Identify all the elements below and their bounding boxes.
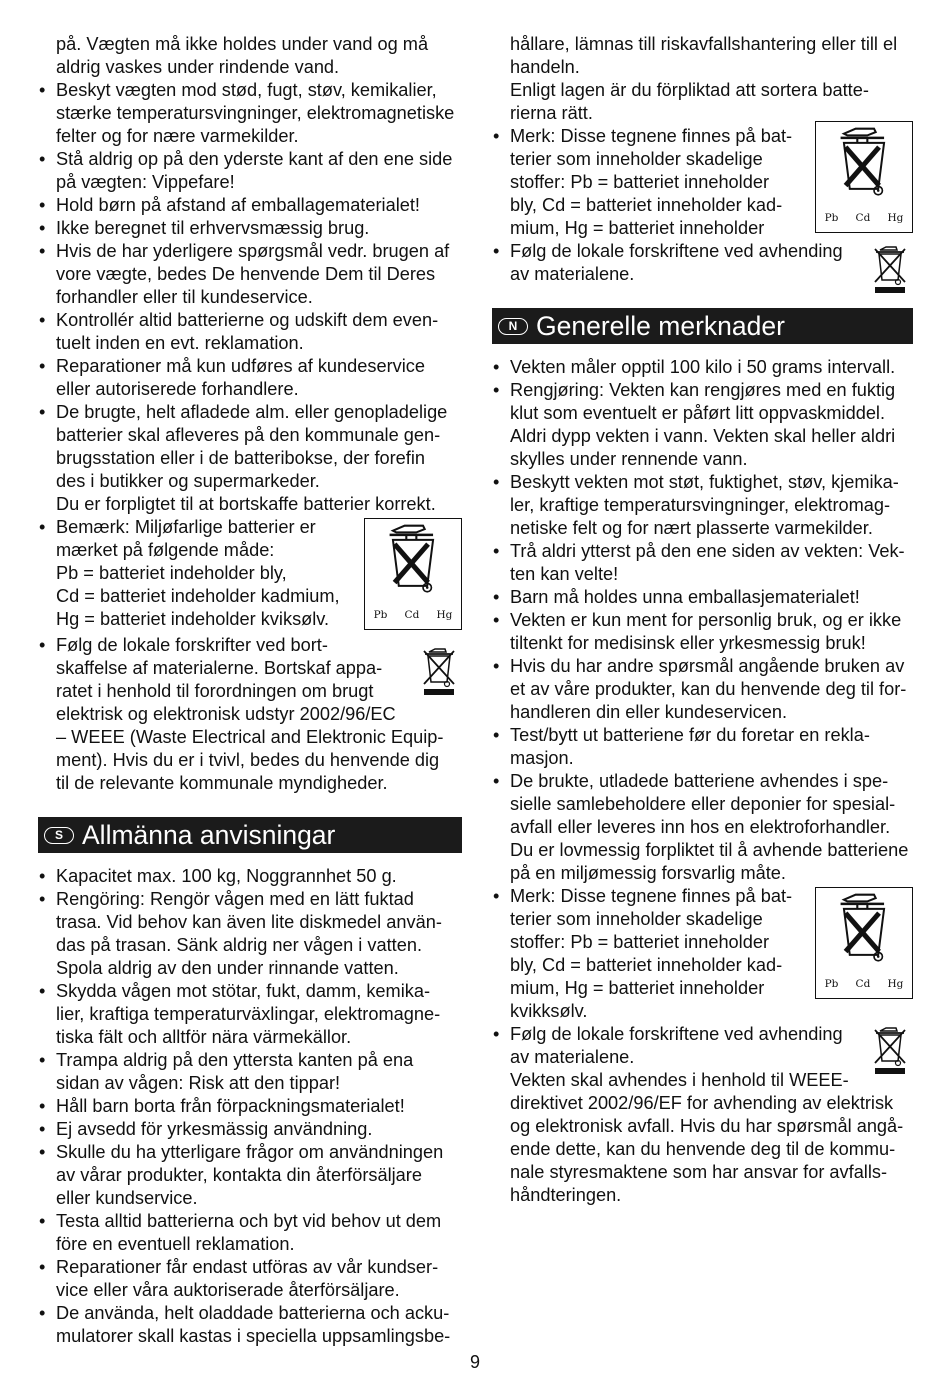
text-line: aldrig vaskes under rindende vand. — [56, 57, 340, 77]
text-line: forhandler eller til kundeservice. — [56, 287, 313, 307]
page-number: 9 — [469, 1352, 480, 1372]
text-line: • Følg de lokale forskriftene ved avhending — [510, 241, 843, 261]
text-line: • Skydda vågen mot stötar, fukt, damm, kemika- — [56, 981, 431, 1001]
text-line: handleren din eller kundeservicen. — [510, 702, 788, 722]
text-line: et av våre produkter, kan du henvende deg til for- — [510, 679, 907, 699]
list-item-weee — [492, 1023, 913, 1069]
text-line: vice eller våra auktoriserade återförsäljare. — [56, 1280, 400, 1300]
list-item — [492, 471, 913, 540]
text-line: kvikksølv. — [510, 1001, 588, 1021]
text-line: batterier skal afleveres på den kommunale gen- — [56, 425, 441, 445]
section-heading-norwegian — [492, 308, 913, 344]
text-line: stoffer: Pb = batteriet inneholder — [510, 172, 770, 192]
text-line: vore vægte, bedes De henvende Dem til Deres — [56, 264, 436, 284]
list-item — [492, 356, 913, 379]
text-line: • Følg de lokale forskrifter ved bort- — [56, 635, 328, 655]
text-line: hållare, lämnas till riskavfallshantering eller till el — [510, 34, 898, 54]
text-line: des i butikker og supermarkeder. — [56, 471, 320, 491]
language-badge-n: N — [498, 318, 528, 335]
text-line: bly, Cd = batteriet inneholder kad- — [510, 955, 783, 975]
text-line: – WEEE (Waste Electrical and Elektronic Equip- — [56, 727, 444, 747]
danish-continuation — [38, 33, 462, 79]
swedish-continuation — [492, 33, 913, 125]
language-badge-s: S — [44, 827, 74, 844]
text-line: • Hvis du har andre spørsmål angående bruken av — [510, 656, 905, 676]
text-line: • De använda, helt oladdade batterierna och acku- — [56, 1303, 450, 1323]
list-item — [38, 980, 462, 1049]
text-line: • Hvis de har yderligere spørgsmål vedr. brugen af — [56, 241, 450, 261]
text-line: på en miljømessig forsvarlig måte. — [510, 863, 786, 883]
list-item — [492, 379, 913, 471]
list-item — [38, 1095, 462, 1118]
text-line: skylles under rennende vann. — [510, 449, 748, 469]
text-line: til de relevante kommunale myndigheder. — [56, 773, 388, 793]
list-item — [38, 1049, 462, 1095]
text-line: • Skulle du ha ytterligare frågor om användningen — [56, 1142, 444, 1162]
section-title: Allmänna anvisningar — [82, 819, 336, 850]
text-line: Merk: Disse tegnene finnes på bat- — [510, 886, 793, 906]
text-line: • Barn må holdes unna emballasjematerialet! — [510, 587, 860, 607]
list-item — [38, 401, 462, 493]
text-line: avfall eller leveres inn hos en elektroforhandler. — [510, 817, 891, 837]
text-line: ratet i henhold til forordningen om brugt — [56, 681, 374, 701]
text-line: klut som eventuelt er påført litt oppvaskmiddel. — [510, 403, 886, 423]
text-line: • Reparationer må kun udføres af kundeservice — [56, 356, 425, 376]
text-line: • Reparationer får endast utföras av vår kundser- — [56, 1257, 439, 1277]
text-line: ler, kraftige temperatursvingninger, elektromag- — [510, 495, 891, 515]
text-line: eller kundservice. — [56, 1188, 198, 1208]
text-line: • Vekten måler opptil 100 kilo i 50 grams intervall. — [510, 357, 896, 377]
text-line: • Test/bytt ut batteriene før du foretar en rekla- — [510, 725, 870, 745]
text-line: stærke temperatursvingninger, elektromagnetiske — [56, 103, 455, 123]
norwegian-bullet-list — [492, 356, 913, 1207]
text-line: • Beskytt vekten mot støt, fuktighet, støv, kjemika- — [510, 472, 899, 492]
text-line: og elektronisk avfall. Hvis du har spørsmål angå- — [510, 1116, 904, 1136]
text-line: av materialene. — [510, 264, 635, 284]
text-line: sidan av vågen: Risk att den tippar! — [56, 1073, 341, 1093]
list-item — [38, 865, 462, 888]
weee-bin-icon — [869, 1023, 911, 1075]
text-line: • Trå aldri ytterst på den ene siden av vekten: Vek- — [510, 541, 905, 561]
text-line: eller autoriserede forhandlere. — [56, 379, 299, 399]
text-line: tiska fält och alltför nära värmekällor. — [56, 1027, 352, 1047]
text-line: direktivet 2002/96/EF for avhending av elektrisk — [510, 1093, 894, 1113]
list-item — [492, 724, 913, 770]
text-line: ende dette, kan du henvende deg til de kommu- — [510, 1139, 896, 1159]
text-line: das på trasan. Sänk aldrig ner vågen i vatten. — [56, 935, 422, 955]
text-line: netiske felt og for nært plasserte varmekilder. — [510, 518, 873, 538]
text-line: felter og for nære varmekilder. — [56, 126, 299, 146]
text-line: masjon. — [510, 748, 574, 768]
list-item — [38, 1141, 462, 1210]
battery-duty-note: Du er forpligtet til at bortskaffe batterier korrekt. — [56, 494, 436, 514]
list-item — [492, 770, 913, 885]
list-item — [38, 79, 462, 148]
left-column — [38, 33, 462, 1348]
text-line: • Vekten er kun ment for personlig bruk, og er ikke — [510, 610, 902, 630]
text-line: stoffer: Pb = batteriet inneholder — [510, 932, 770, 952]
text-line: på vægten: Vippefare! — [56, 172, 235, 192]
cd-label: Cd — [855, 212, 871, 224]
cd-label: Cd — [404, 609, 420, 621]
text-line: • Følg de lokale forskriftene ved avhending — [510, 1024, 843, 1044]
weee-note — [492, 1069, 913, 1207]
list-item-battery-symbols — [38, 516, 462, 634]
text-line: • Ikke beregnet til erhvervsmæssig brug. — [56, 218, 370, 238]
crossed-bin-battery-icon — [815, 887, 913, 999]
text-line: håndteringen. — [510, 1185, 622, 1205]
list-item — [38, 194, 462, 217]
crossed-bin-battery-icon — [364, 518, 462, 630]
cd-label: Cd — [855, 978, 871, 990]
text-line: Aldri dypp vekten i vann. Vekten skal heller aldri — [510, 426, 896, 446]
text-line: • Trampa aldrig på den yttersta kanten på ena — [56, 1050, 414, 1070]
list-item — [492, 540, 913, 586]
text-line: terier som inneholder skadelige — [510, 149, 763, 169]
text-line: Merk: Disse tegnene finnes på bat- — [510, 126, 793, 146]
text-line: Pb = batteriet indeholder bly, — [56, 563, 287, 583]
text-line: • Kapacitet max. 100 kg, Noggrannhet 50 g. — [56, 866, 397, 886]
text-line: • Kontrollér altid batterierne og udskift dem even- — [56, 310, 439, 330]
text-line: tiltenkt for medisinsk eller yrkesmessig bruk! — [510, 633, 866, 653]
weee-bin-icon — [869, 242, 911, 294]
text-line: • Stå aldrig op på den yderste kant af den ene side — [56, 149, 453, 169]
list-item — [38, 1302, 462, 1348]
text-line: • Rengjøring: Vekten kan rengjøres med en fuktig — [510, 380, 896, 400]
text-line: Bemærk: Miljøfarlige batterier er — [56, 517, 316, 537]
list-item-weee — [38, 634, 462, 795]
text-line: före en eventuell reklamation. — [56, 1234, 295, 1254]
text-line: på. Vægten må ikke holdes under vand og må — [56, 34, 429, 54]
list-item — [38, 355, 462, 401]
section-heading-swedish — [38, 817, 462, 853]
text-line: ten kan velte! — [510, 564, 619, 584]
text-line: • Håll barn borta från förpackningsmaterialet! — [56, 1096, 405, 1116]
text-line: Vekten skal avhendes i henhold til WEEE- — [510, 1070, 849, 1090]
pb-label: • Pb — [824, 978, 839, 990]
list-item — [492, 586, 913, 609]
list-item — [38, 1118, 462, 1141]
list-item — [492, 655, 913, 724]
text-line: brugsstation eller i de batteribokse, der forefin — [56, 448, 426, 468]
text-line: tuelt inden en evt. reklamation. — [56, 333, 304, 353]
text-line: • Ej avsedd för yrkesmässig användning. — [56, 1119, 373, 1139]
text-line: rierna rätt. — [510, 103, 593, 123]
pb-label: • Pb — [824, 212, 839, 224]
text-line: Spola aldrig av den under rinnande vatten. — [56, 958, 399, 978]
pb-label: • Pb — [373, 609, 388, 621]
list-item — [38, 888, 462, 980]
text-line: • Testa alltid batterierna och byt vid behov ut dem — [56, 1211, 442, 1231]
right-column — [492, 33, 913, 1207]
text-line: elektrisk og elektronisk udstyr 2002/96/EC — [56, 704, 396, 724]
list-item-battery-symbols — [492, 885, 913, 1023]
list-item — [38, 1210, 462, 1256]
list-item — [38, 309, 462, 355]
text-line: skaffelse af materialerne. Bortskaf appa- — [56, 658, 383, 678]
text-line: mærket på følgende måde: — [56, 540, 275, 560]
text-line: ment). Hvis du er i tvivl, bedes du henvende dig — [56, 750, 440, 770]
hg-label: Hg — [436, 609, 453, 621]
text-line: trasa. Vid behov kan även lite diskmedel använ- — [56, 912, 442, 932]
text-line: Du er lovmessig forpliktet til å avhende batteriene — [510, 840, 909, 860]
text-line: • Hold børn på afstand af emballagematerialet! — [56, 195, 420, 215]
section-title: Generelle merknader — [536, 310, 785, 341]
text-line: bly, Cd = batteriet inneholder kad- — [510, 195, 783, 215]
text-line: handeln. — [510, 57, 580, 77]
text-line: • Beskyt vægten mod stød, fugt, støv, kemikalier, — [56, 80, 437, 100]
list-item — [492, 609, 913, 655]
text-line: mium, Hg = batteriet inneholder — [510, 978, 765, 998]
hg-label: Hg — [887, 212, 904, 224]
list-item — [38, 1256, 462, 1302]
text-line: av materialene. — [510, 1047, 635, 1067]
list-item — [38, 240, 462, 309]
text-line: • De brukte, utladede batteriene avhendes i spe- — [510, 771, 889, 791]
weee-bin-icon — [418, 644, 460, 696]
text-line: mium, Hg = batteriet inneholder — [510, 218, 765, 238]
text-line: nale styresmaktene som har ansvar for avfalls- — [510, 1162, 888, 1182]
swedish-bullet-list — [38, 865, 462, 1348]
list-item-battery-symbols — [492, 125, 913, 240]
text-line: • De brugte, helt afladede alm. eller genopladelige — [56, 402, 448, 422]
text-line: mulatorer skall kastas i speciella uppsamlingsbe- — [56, 1326, 451, 1346]
danish-bullet-list — [38, 79, 462, 795]
text-line: lier, kraftiga temperaturväxlingar, elektromagne- — [56, 1004, 441, 1024]
hg-label: Hg — [887, 978, 904, 990]
crossed-bin-battery-icon — [815, 121, 913, 233]
text-line: sielle samlebeholdere eller deponier for spesial- — [510, 794, 896, 814]
text-line: Cd = batteriet indeholder kadmium, — [56, 586, 340, 606]
text-line: Enligt lagen är du förpliktad att sortera batte- — [510, 80, 869, 100]
text-line: terier som inneholder skadelige — [510, 909, 763, 929]
text-line: Hg = batteriet indeholder kviksølv. — [56, 609, 330, 629]
list-item — [38, 148, 462, 194]
list-item-weee — [492, 240, 913, 286]
text-line: • Rengöring: Rengör vågen med en lätt fuktad — [56, 889, 414, 909]
list-item — [38, 217, 462, 240]
text-line: av vårar produkter, kontakta din återförsäljare — [56, 1165, 422, 1185]
